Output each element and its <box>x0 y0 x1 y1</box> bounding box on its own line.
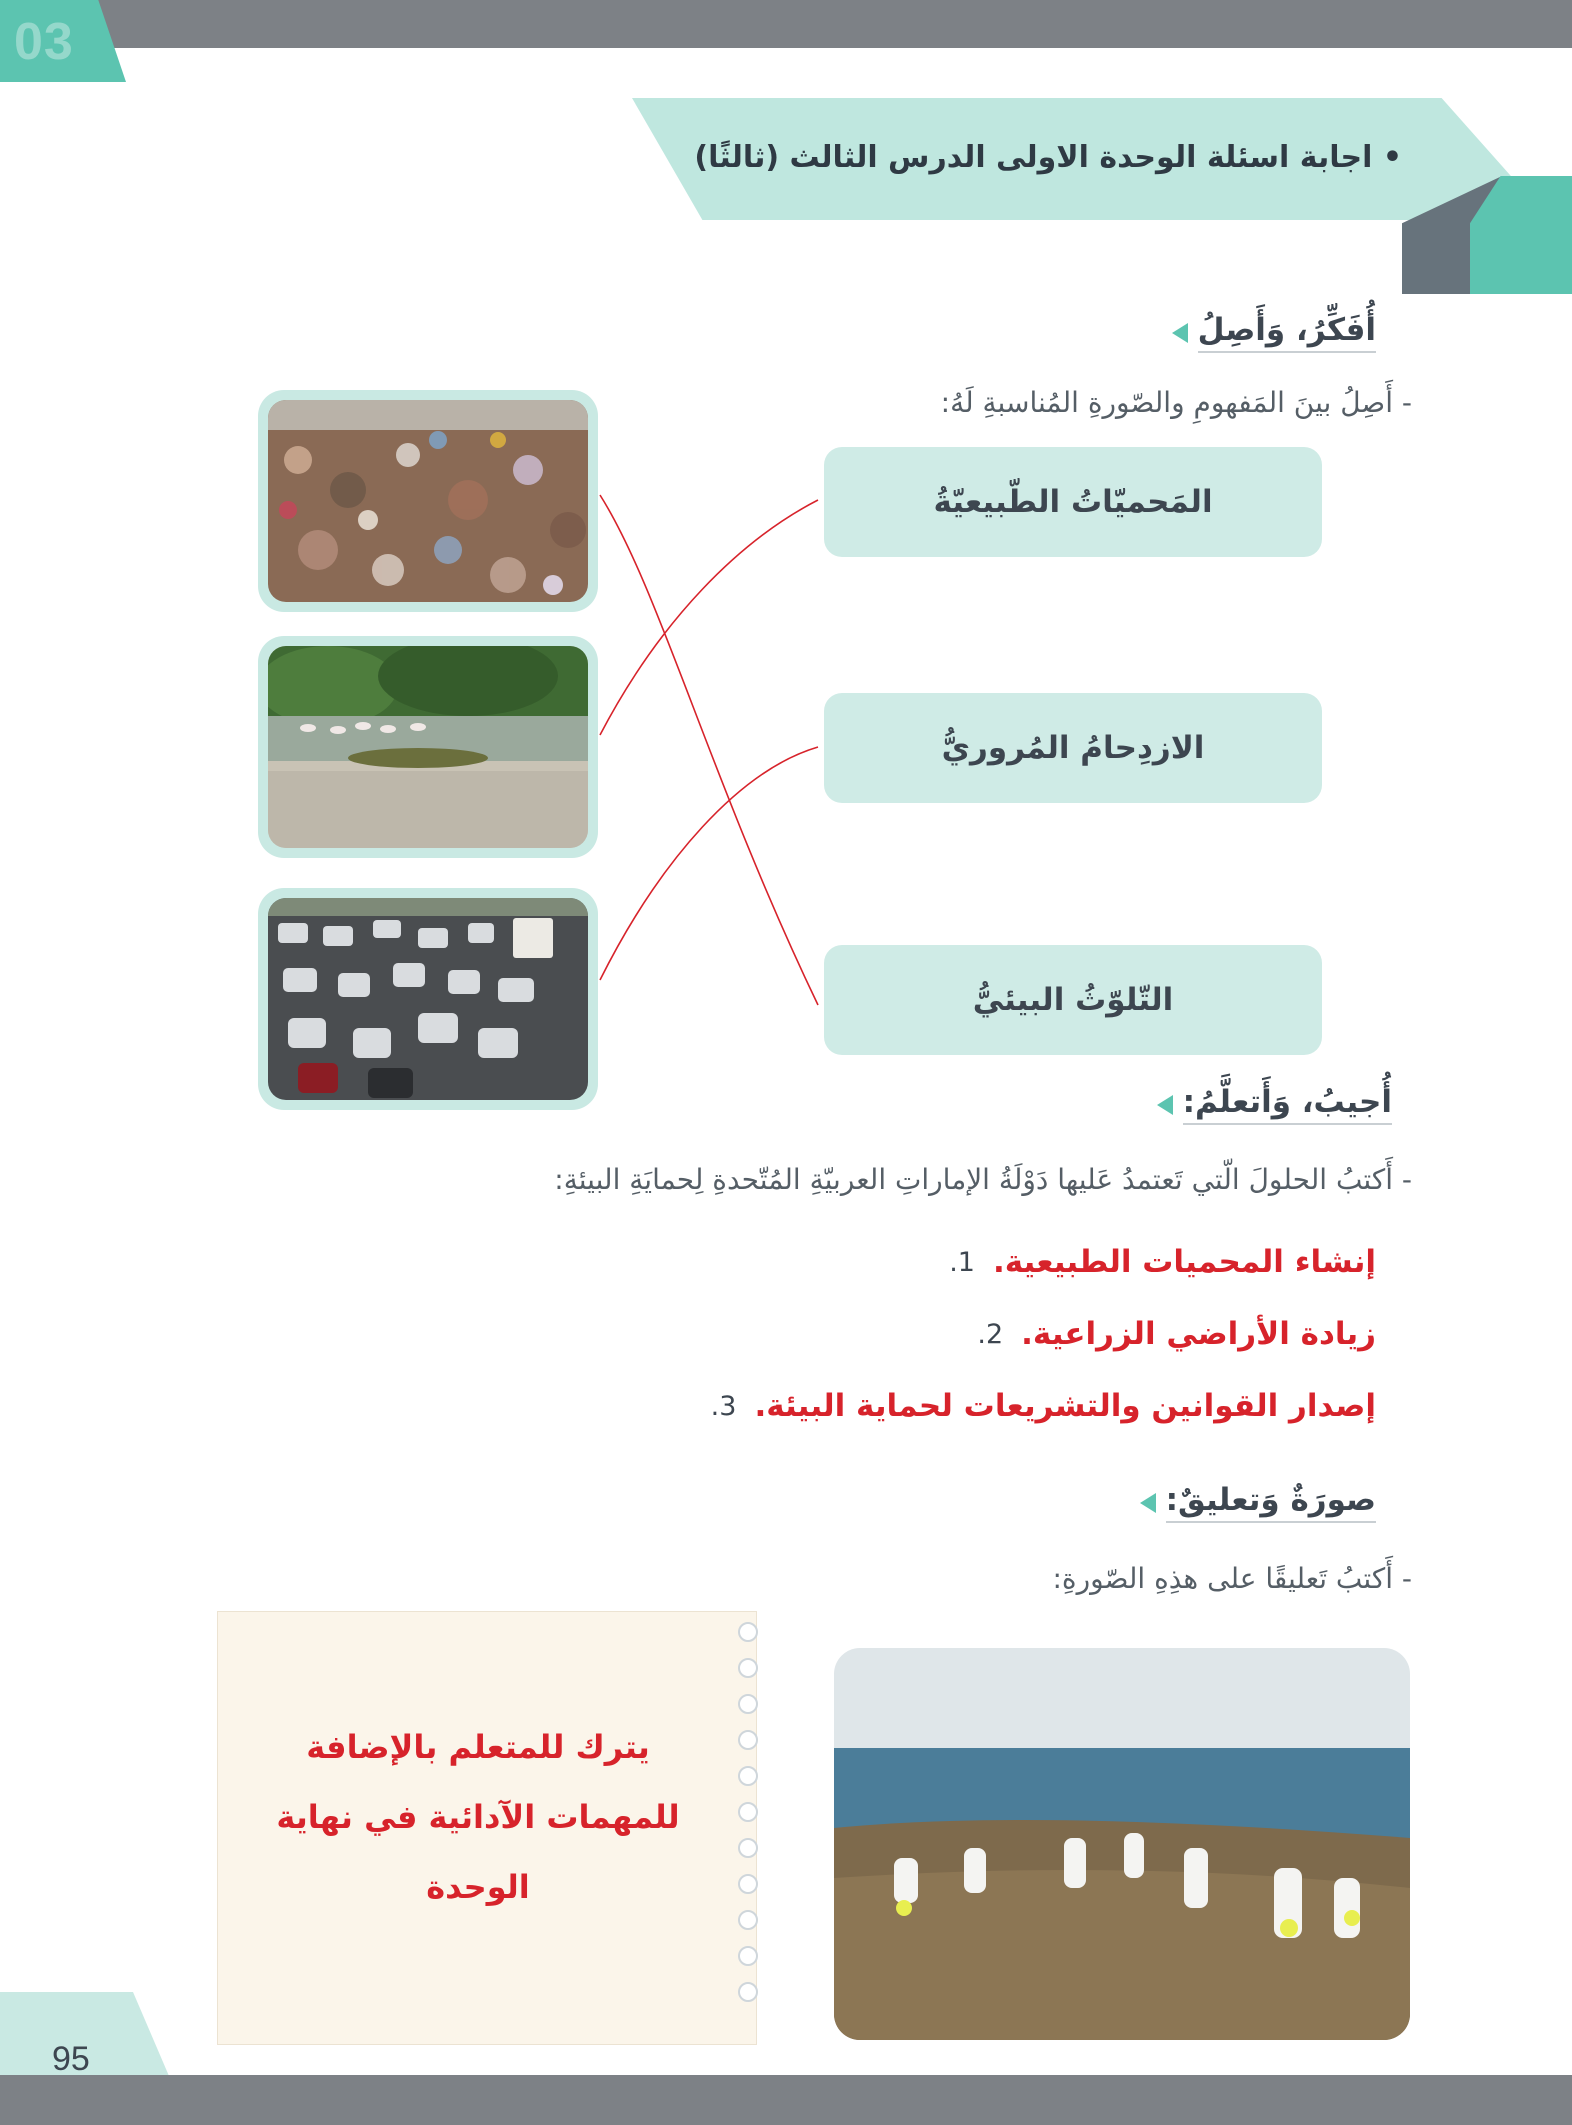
concept-traffic-congestion[interactable]: الازدِحامُ المُروريُّ <box>824 693 1322 803</box>
answer-text: زيادة الأراضي الزراعية. <box>1021 1316 1376 1352</box>
heading-text: صورَةٌ وَتعليقٌ: <box>1166 1482 1376 1523</box>
answer-item <box>977 1316 1376 1352</box>
beach-cleanup-photo <box>834 1648 1410 2040</box>
section-arrow-icon <box>1140 1493 1156 1513</box>
section-arrow-icon <box>1157 1095 1173 1115</box>
section-heading-connect <box>1172 312 1376 353</box>
section-heading-answer <box>1157 1084 1392 1125</box>
heading-text: أُجيبُ، وَأَتعلَّمُ: <box>1183 1084 1392 1125</box>
photo-instruction: - أَكتبُ تَعليقًا على هذِهِ الصّورةِ: <box>1052 1562 1412 1595</box>
answer-number: 2. <box>977 1318 1004 1350</box>
garbage-dump-photo <box>258 390 598 612</box>
connect-instruction: - أَصِلُ بينَ المَفهومِ والصّورةِ المُناسبةِ لَهُ: <box>940 386 1412 419</box>
note-text: يترك للمتعلم بالإضافة للمهمات الآدائية في نهاية الوحدة <box>276 1728 680 1906</box>
answer-text: إصدار القوانين والتشريعات لحماية البيئة. <box>754 1388 1376 1424</box>
unit-number: 03 <box>14 13 74 71</box>
page-number: 95 <box>52 2040 90 2078</box>
answer-item <box>949 1244 1376 1280</box>
flamingo-reserve-photo <box>258 636 598 858</box>
connection-lines <box>590 480 830 1020</box>
note-rings <box>738 1622 768 2032</box>
heading-text: أُفَكِّرُ، وَأَصِلُ <box>1198 312 1376 353</box>
section-heading-photo <box>1140 1482 1376 1523</box>
answer-number: 3. <box>710 1390 737 1422</box>
answer-text: إنشاء المحميات الطبيعية. <box>992 1244 1376 1280</box>
concept-environmental-pollution[interactable]: التّلوّثُ البيئيُّ <box>824 945 1322 1055</box>
answer-number: 1. <box>949 1246 975 1278</box>
bottom-bar <box>0 2075 1572 2125</box>
top-bar <box>0 0 1572 48</box>
traffic-jam-photo <box>258 888 598 1110</box>
answer-instruction: - أَكتبُ الحلولَ الّتي تَعتمدُ عَليها دَوْلَةُ الإماراتِ العربيّةِ المُتّحدةِ لِحمايَةِ البيئةِ: <box>554 1163 1412 1196</box>
page-title: • اجابة اسئلة الوحدة الاولى الدرس الثالث (ثالثًا) <box>694 140 1402 175</box>
concept-natural-reserves[interactable]: المَحميّاتُ الطّبيعيّةُ <box>824 447 1322 557</box>
answer-item <box>711 1388 1376 1424</box>
section-arrow-icon <box>1172 323 1188 343</box>
